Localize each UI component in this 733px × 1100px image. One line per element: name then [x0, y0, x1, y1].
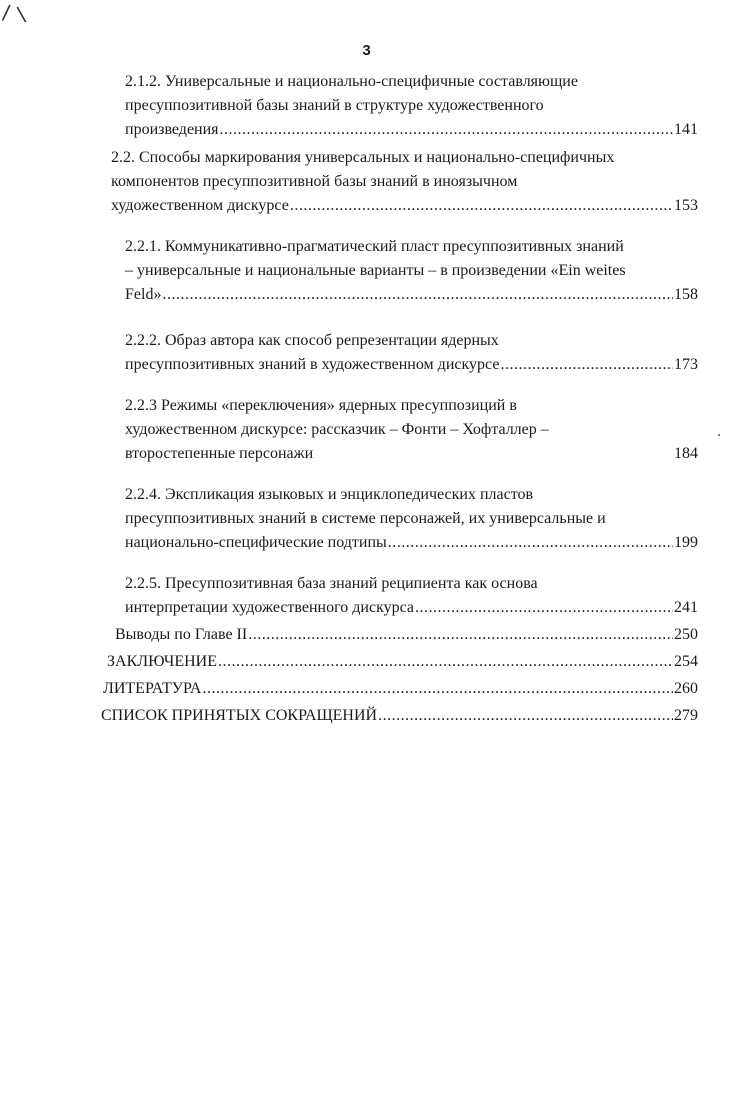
scan-mark: \	[15, 1, 28, 27]
toc-entry-last-line	[111, 194, 698, 218]
dot-leader	[162, 283, 673, 307]
toc-entry-line: 2.2. Способы маркирования универсальных и национально-специфичных	[111, 149, 615, 166]
toc-entry-line: произведения	[125, 121, 219, 138]
dot-leader	[415, 596, 673, 620]
toc-page-number: 153	[674, 197, 698, 214]
toc-entry-line: 2.2.2. Образ автора как способ репрезентации ядерных	[125, 332, 499, 349]
toc-page-number: 260	[674, 680, 698, 697]
table-of-contents	[0, 70, 733, 728]
toc-entry-conclusion[interactable]	[107, 650, 698, 674]
toc-entry-line: 2.2.1. Коммуникативно-прагматический пласт пресуппозитивных знаний	[125, 238, 624, 255]
toc-entry-line: 2.2.5. Пресуппозитивная база знаний реципиента как основа	[125, 575, 538, 592]
toc-entry-line: художественном дискурсе	[111, 197, 289, 214]
toc-entry-conclusions-chapter-2[interactable]	[115, 623, 698, 647]
toc-entry-line: пресуппозитивных знаний в системе персонажей, их универсальные и	[125, 510, 606, 527]
toc-entry-line: – универсальные и национальные варианты – в произведении «Ein weites	[125, 262, 626, 279]
toc-page-number: 184	[674, 445, 698, 462]
toc-entry-line: 2.1.2. Универсальные и национально-специфичные составляющие	[125, 73, 578, 90]
toc-entry-abbreviations[interactable]	[101, 704, 698, 728]
toc-entry-last-line	[125, 531, 698, 555]
toc-entry-line: пресуппозитивной базы знаний в структуре художественного	[125, 97, 544, 114]
toc-entry-line: Feld»	[125, 286, 162, 303]
toc-page-number: 241	[674, 599, 698, 616]
toc-entry-last-line	[125, 596, 698, 620]
toc-entry-last-line	[101, 704, 698, 728]
toc-entry-2-2-5[interactable]	[125, 572, 698, 620]
toc-page-number: 173	[674, 356, 698, 373]
toc-entry-last-line	[125, 353, 698, 377]
toc-entry-last-line	[115, 623, 698, 647]
toc-entry-2-1-2[interactable]	[125, 70, 698, 142]
toc-entry-line: Выводы по Главе II	[115, 626, 248, 643]
toc-page-number: 254	[674, 653, 698, 670]
toc-page-number: 158	[674, 286, 698, 303]
toc-entry-line: компонентов пресуппозитивной базы знаний в иноязычном	[111, 173, 518, 190]
dot-leader	[388, 531, 673, 555]
toc-page-number: 250	[674, 626, 698, 643]
toc-entry-last-line	[125, 283, 698, 307]
toc-entry-2-2-4[interactable]	[125, 483, 698, 555]
toc-page-number: 141	[674, 121, 698, 138]
toc-entry-2-2[interactable]	[111, 146, 698, 218]
toc-entry-last-line	[107, 650, 698, 674]
toc-entry-literature[interactable]	[103, 677, 698, 701]
toc-entry-line: интерпретации художественного дискурса	[125, 599, 415, 616]
dot-leader	[378, 704, 673, 728]
toc-entry-2-2-3[interactable]	[125, 394, 698, 466]
toc-entry-2-2-1[interactable]	[125, 235, 698, 307]
toc-entry-last-line	[125, 118, 698, 142]
scan-mark: /	[1, 0, 12, 25]
toc-entry-line: пресуппозитивных знаний в художественном дискурсе	[125, 356, 500, 373]
toc-entry-line: второстепенные персонажи	[125, 445, 314, 462]
toc-entry-last-line	[103, 677, 698, 701]
dot-leader	[500, 353, 673, 377]
toc-entry-line: 2.2.4. Экспликация языковых и энциклопедических пластов	[125, 486, 534, 503]
toc-entry-line: ЛИТЕРАТУРА	[103, 680, 202, 697]
toc-entry-line: СПИСОК ПРИНЯТЫХ СОКРАЩЕНИЙ	[101, 707, 378, 724]
toc-entry-line: национально-специфические подтипы	[125, 534, 387, 551]
toc-entry-2-2-2[interactable]	[125, 329, 698, 377]
toc-page-number: 199	[674, 534, 698, 551]
toc-entry-last-line	[125, 442, 698, 466]
toc-page-number: 279	[674, 707, 698, 724]
dot-leader	[220, 118, 673, 142]
dot-leader	[248, 623, 673, 647]
page-number: 3	[362, 42, 371, 59]
dot-leader	[290, 194, 673, 218]
toc-entry-line: ЗАКЛЮЧЕНИЕ	[107, 653, 217, 670]
toc-entry-line: 2.2.3 Режимы «переключения» ядерных пресуппозиций в	[125, 397, 517, 414]
dot-leader	[202, 677, 673, 701]
toc-entry-line: художественном дискурсе: рассказчик – Фонти – Хофталлер –	[125, 421, 549, 438]
dot-leader	[218, 650, 673, 674]
